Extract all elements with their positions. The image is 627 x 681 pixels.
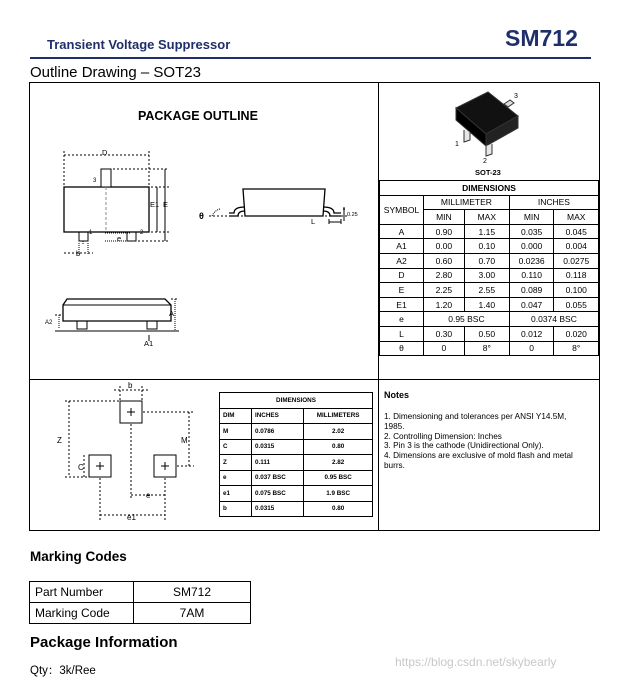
pad-label-e: e [146,491,151,500]
in-min-header: MIN [509,210,554,225]
pad-dimension-cell: 0.0315 [252,439,304,455]
dimension-cell: L [380,326,424,341]
note-item: 1. Dimensioning and tolerances per ANSI Y14.5M, 1985. [384,412,567,431]
symbol-header: SYMBOL [380,195,424,224]
note-item: 3. Pin 3 is the cathode (Unidirectional Only). [384,441,544,451]
dimension-row [380,326,599,341]
pin-3-label: 3 [93,178,97,184]
millimeter-header: MILLIMETER [424,195,510,210]
pad-dimensions-table [219,392,373,517]
dimension-cell: 3.00 [464,268,509,283]
pad-dimension-row [220,439,373,455]
dimension-cell: 0.00 [424,239,465,254]
pad-dimension-cell: 0.80 [304,501,373,517]
pad-dimension-row [220,501,373,517]
package-information-title: Package Information [30,634,178,651]
dimension-row [380,253,599,268]
pad-dimension-row [220,455,373,471]
marking-row-label: Part Number [30,582,134,603]
dimension-cell: 0.004 [554,239,599,254]
dimension-cell: 0.000 [509,239,554,254]
dimension-cell: 1.20 [424,297,465,312]
pad-dimension-cell: 0.111 [252,455,304,471]
dim-label-gauge: 0.25 [347,212,358,218]
dimension-cell: 2.55 [464,283,509,298]
top-view-pin-3 [101,169,111,187]
pad-dimension-cell: C [220,439,252,455]
dimension-row [380,224,599,239]
note-item: 2. Controlling Dimension: Inches [384,431,502,441]
sot23-package-image [440,86,540,178]
dim-label-L: L [311,217,316,226]
dim-label-e: e [117,234,122,243]
dimension-cell: 0 [509,341,554,356]
dimension-cell: 2.80 [424,268,465,283]
dimension-cell: θ [380,341,424,356]
note-item: 4. Dimensions are exclusive of mold flash and metal burrs. [384,451,573,470]
pad-label-M: M [181,436,188,445]
dimension-cell: 0.90 [424,224,465,239]
dim-label-A2: A2 [45,320,53,326]
dim-label-E: E [163,200,169,209]
dimension-row [380,239,599,254]
dim-label-E1: E1 [150,200,160,209]
dimension-row [380,312,599,327]
marking-codes-title: Marking Codes [30,549,127,564]
outline-drawing-title: Outline Drawing – SOT23 [30,64,201,81]
pad-dimension-cell: 0.0786 [252,424,304,440]
dimension-cell: 8° [464,341,509,356]
pkg-pin-2-label: 2 [483,158,487,165]
pad-dimension-cell: M [220,424,252,440]
dimension-cell: E [380,283,424,298]
dimension-cell: 0.70 [464,253,509,268]
pad-mm-header: MILLIMETERS [304,408,373,424]
dimension-cell: 0.055 [554,297,599,312]
pad-dimension-row [220,470,373,486]
dimension-cell: 0.118 [554,268,599,283]
dimension-cell: A1 [380,239,424,254]
dimension-cell: 0.0275 [554,253,599,268]
dimension-cell: 0.045 [554,224,599,239]
dimension-cell: 0.110 [509,268,554,283]
pad-dimension-cell: 0.95 BSC [304,470,373,486]
pkg-pin-3-label: 3 [514,93,518,100]
pad-dimension-cell: e [220,470,252,486]
pad-dimension-cell: 2.82 [304,455,373,471]
pad-dimension-cell: e1 [220,486,252,502]
dimension-row [380,341,599,356]
dimension-cell: D [380,268,424,283]
side-view-lead-left [229,207,245,213]
side-view-body [243,189,325,216]
pad-dimension-cell: Z [220,455,252,471]
dimension-cell: 0.0374 BSC [509,312,598,327]
inches-header: INCHES [509,195,598,210]
dimension-cell: e [380,312,424,327]
pad-dimension-cell: b [220,501,252,517]
marking-row-value: 7AM [134,603,251,624]
dimension-cell: 8° [554,341,599,356]
pkg-pin-1-label: 1 [455,141,459,148]
watermark-text: https://blog.csdn.net/skybearly [395,655,557,669]
pad-dimension-row [220,486,373,502]
pad-inches-header: INCHES [252,408,304,424]
part-number-heading: SM712 [505,25,578,51]
notes-title: Notes [384,390,410,400]
pad-table-caption: DIMENSIONS [220,393,373,409]
pad-label-b: b [128,381,133,390]
package-name-label: SOT-23 [475,168,501,177]
dimension-cell: 0.50 [464,326,509,341]
top-view-pin-2 [127,232,136,241]
dimension-cell: 2.25 [424,283,465,298]
dimension-row [380,297,599,312]
pad-dimension-cell: 0.075 BSC [252,486,304,502]
dimension-cell: 0.035 [509,224,554,239]
qty-value: 3k/Ree [59,665,96,677]
dimension-cell: 0.020 [554,326,599,341]
pad-dim-header: DIM [220,408,252,424]
dim-label-D: D [102,148,108,157]
dimension-row [380,283,599,298]
header-rule [30,57,591,59]
notes-list [384,412,589,471]
top-view-pin-1 [79,232,88,241]
dimension-cell: 0.95 BSC [424,312,510,327]
pad-dimension-cell: 0.037 BSC [252,470,304,486]
dimension-cell: 0.30 [424,326,465,341]
dimension-cell: 0.10 [464,239,509,254]
quantity-line [30,662,96,678]
pin-1-label: 1 [89,230,93,236]
dimensions-table [379,180,599,356]
pad-label-Z: Z [57,436,62,445]
dimension-cell: 1.15 [464,224,509,239]
dim-label-A: A [169,309,175,318]
dimension-cell: 0.012 [509,326,554,341]
dimension-cell: 0.60 [424,253,465,268]
dimension-row [380,268,599,283]
pad-label-C: C [78,463,84,472]
mm-min-header: MIN [424,210,465,225]
in-max-header: MAX [554,210,599,225]
qty-label: Qty： [30,665,60,677]
dim-label-theta: θ [199,211,204,221]
pad-dimension-row [220,424,373,440]
dimensions-table-caption: DIMENSIONS [380,181,599,196]
pad-dimension-cell: 0.80 [304,439,373,455]
pin-2-label: 2 [140,230,144,236]
dimension-cell: 0 [424,341,465,356]
pad-layout-drawing [29,380,219,530]
pad-dimension-cell: 1.9 BSC [304,486,373,502]
document-title: Transient Voltage Suppressor [47,37,231,52]
dimension-cell: 0.0236 [509,253,554,268]
marking-row-label: Marking Code [30,603,134,624]
dimension-cell: 1.40 [464,297,509,312]
pad-dimension-cell: 0.0315 [252,501,304,517]
pad-dimension-cell: 2.02 [304,424,373,440]
side-view-lead-right [323,207,341,213]
dimension-cell: E1 [380,297,424,312]
package-outline-label: PACKAGE OUTLINE [138,109,258,123]
dimension-cell: A [380,224,424,239]
dimension-cell: A2 [380,253,424,268]
dimension-cell: 0.047 [509,297,554,312]
dim-label-b: b [76,249,81,258]
marking-codes-table [29,581,251,624]
dim-label-A1: A1 [144,339,154,348]
package-outline-drawing [29,83,378,379]
front-view-body [63,299,171,321]
dimension-cell: 0.089 [509,283,554,298]
dimension-cell: 0.100 [554,283,599,298]
marking-row-value: SM712 [134,582,251,603]
mm-max-header: MAX [464,210,509,225]
pad-label-e1: e1 [127,513,136,522]
